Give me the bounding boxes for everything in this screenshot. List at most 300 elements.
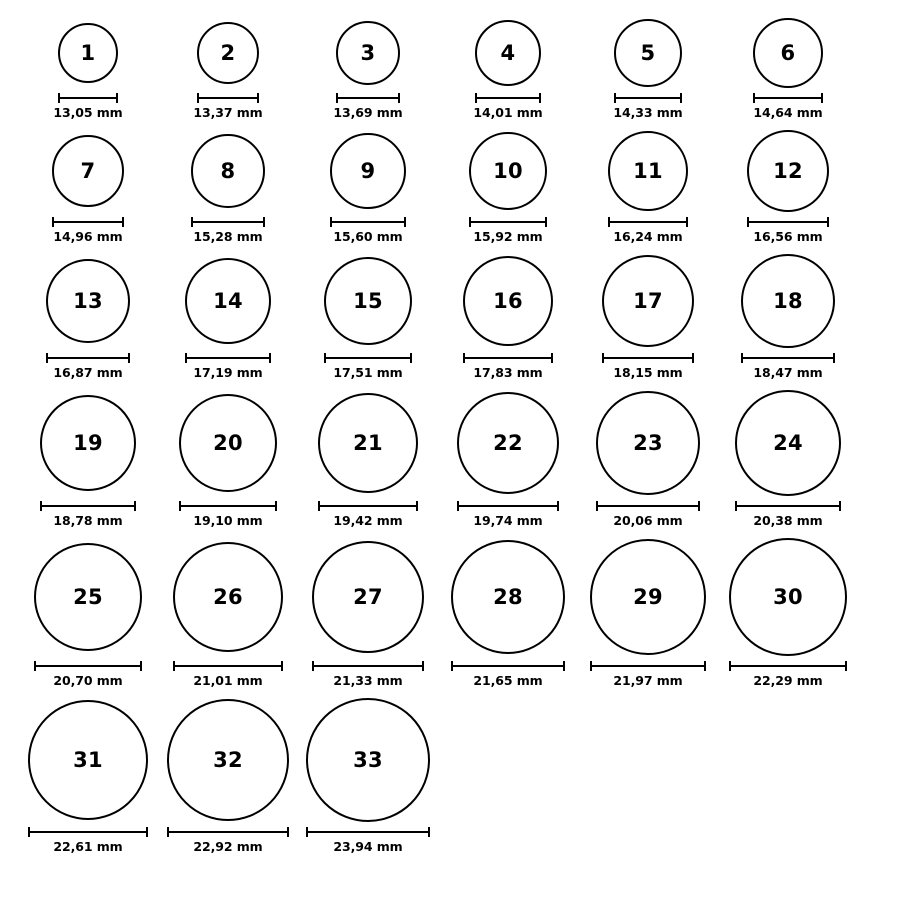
measure-tick-right bbox=[821, 93, 823, 103]
ring-size-number: 18 bbox=[773, 288, 803, 313]
measure-tick-left bbox=[306, 827, 308, 837]
ring-size-number: 29 bbox=[633, 584, 663, 609]
measure-bar bbox=[451, 665, 565, 667]
ring-circle bbox=[173, 542, 283, 652]
ring-size-number: 25 bbox=[73, 584, 103, 609]
ring-circle bbox=[40, 395, 136, 491]
measure-tick-left bbox=[747, 217, 749, 227]
measure-tick-left bbox=[185, 353, 187, 363]
diameter-label: 20,38 mm bbox=[753, 513, 823, 528]
ring-circle bbox=[608, 131, 688, 211]
measure-tick-left bbox=[173, 661, 175, 671]
measure-bar bbox=[741, 357, 835, 359]
diameter-measure-line bbox=[602, 353, 694, 362]
ring-circle-wrap bbox=[306, 698, 430, 822]
diameter-label: 16,24 mm bbox=[613, 229, 683, 244]
ring-circle bbox=[336, 21, 400, 85]
measure-tick-right bbox=[410, 353, 412, 363]
diameter-measure-line bbox=[596, 501, 700, 510]
measure-tick-left bbox=[596, 501, 598, 511]
measure-tick-left bbox=[318, 501, 320, 511]
ring-size-number: 5 bbox=[640, 40, 656, 65]
ring-circle-wrap bbox=[741, 254, 835, 348]
diameter-measure-line bbox=[747, 217, 829, 226]
measure-tick-left bbox=[167, 827, 169, 837]
ring-circle bbox=[463, 256, 553, 346]
diameter-measure-line bbox=[590, 661, 706, 670]
ring-size-cell bbox=[18, 390, 158, 528]
ring-size-cell bbox=[578, 18, 718, 120]
ring-circle bbox=[469, 132, 547, 210]
ring-size-number: 24 bbox=[773, 430, 803, 455]
measure-bar bbox=[191, 221, 265, 223]
ring-size-cell bbox=[438, 390, 578, 528]
measure-tick-right bbox=[692, 353, 694, 363]
diameter-label: 17,83 mm bbox=[473, 365, 543, 380]
measure-tick-left bbox=[741, 353, 743, 363]
ring-size-cell bbox=[578, 390, 718, 528]
measure-bar bbox=[457, 505, 559, 507]
measure-bar bbox=[596, 505, 700, 507]
ring-size-cell bbox=[158, 130, 298, 244]
measure-tick-left bbox=[753, 93, 755, 103]
measure-bar bbox=[590, 665, 706, 667]
ring-circle-wrap bbox=[602, 254, 694, 348]
ring-size-cell bbox=[298, 254, 438, 380]
measure-bar bbox=[602, 357, 694, 359]
diameter-label: 19,42 mm bbox=[333, 513, 403, 528]
ring-circle bbox=[318, 393, 418, 493]
ring-size-cell bbox=[298, 390, 438, 528]
diameter-measure-line bbox=[451, 661, 565, 670]
measure-tick-left bbox=[324, 353, 326, 363]
measure-bar bbox=[729, 665, 847, 667]
ring-circle bbox=[741, 254, 835, 348]
measure-tick-right bbox=[416, 501, 418, 511]
diameter-label: 14,33 mm bbox=[613, 105, 683, 120]
measure-bar bbox=[312, 665, 424, 667]
diameter-label: 13,69 mm bbox=[333, 105, 403, 120]
ring-size-number: 32 bbox=[213, 747, 243, 772]
measure-bar bbox=[735, 505, 841, 507]
diameter-label: 17,19 mm bbox=[193, 365, 263, 380]
ring-size-number: 1 bbox=[80, 40, 96, 65]
ring-circle-wrap bbox=[318, 390, 418, 496]
ring-size-number: 11 bbox=[633, 158, 663, 183]
measure-tick-right bbox=[128, 353, 130, 363]
measure-tick-left bbox=[475, 93, 477, 103]
ring-circle bbox=[451, 540, 565, 654]
diameter-measure-line bbox=[475, 93, 541, 102]
ring-circle-wrap bbox=[167, 698, 289, 822]
ring-size-cell bbox=[298, 698, 438, 854]
ring-size-cell bbox=[298, 18, 438, 120]
ring-circle-wrap bbox=[34, 538, 142, 656]
diameter-measure-line bbox=[191, 217, 265, 226]
diameter-measure-line bbox=[469, 217, 547, 226]
diameter-label: 23,94 mm bbox=[333, 839, 403, 854]
measure-bar bbox=[747, 221, 829, 223]
diameter-label: 21,01 mm bbox=[193, 673, 263, 688]
diameter-label: 22,92 mm bbox=[193, 839, 263, 854]
measure-tick-right bbox=[704, 661, 706, 671]
diameter-label: 18,78 mm bbox=[53, 513, 123, 528]
measure-tick-left bbox=[469, 217, 471, 227]
measure-tick-left bbox=[735, 501, 737, 511]
ring-circle-wrap bbox=[463, 254, 553, 348]
measure-tick-right bbox=[404, 217, 406, 227]
ring-circle bbox=[475, 20, 541, 86]
diameter-label: 14,64 mm bbox=[753, 105, 823, 120]
ring-size-number: 26 bbox=[213, 584, 243, 609]
ring-size-cell bbox=[158, 254, 298, 380]
diameter-measure-line bbox=[197, 93, 259, 102]
ring-size-row bbox=[0, 18, 900, 120]
ring-size-number: 2 bbox=[220, 40, 236, 65]
ring-circle-wrap bbox=[469, 130, 547, 212]
measure-tick-right bbox=[122, 217, 124, 227]
ring-circle bbox=[596, 391, 700, 495]
ring-size-number: 33 bbox=[353, 747, 383, 772]
ring-size-number: 9 bbox=[360, 158, 376, 183]
diameter-measure-line bbox=[741, 353, 835, 362]
measure-bar bbox=[167, 831, 289, 833]
ring-circle bbox=[185, 258, 271, 344]
diameter-measure-line bbox=[179, 501, 277, 510]
measure-tick-left bbox=[58, 93, 60, 103]
ring-size-cell bbox=[438, 254, 578, 380]
measure-bar bbox=[185, 357, 271, 359]
ring-size-number: 12 bbox=[773, 158, 803, 183]
diameter-label: 16,87 mm bbox=[53, 365, 123, 380]
ring-circle bbox=[191, 134, 265, 208]
measure-bar bbox=[40, 505, 136, 507]
ring-circle bbox=[457, 392, 559, 494]
measure-bar bbox=[469, 221, 547, 223]
measure-tick-left bbox=[191, 217, 193, 227]
ring-circle bbox=[28, 700, 148, 820]
measure-bar bbox=[28, 831, 148, 833]
measure-tick-right bbox=[680, 93, 682, 103]
measure-bar bbox=[475, 97, 541, 99]
diameter-label: 14,01 mm bbox=[473, 105, 543, 120]
ring-size-cell bbox=[438, 130, 578, 244]
diameter-label: 21,33 mm bbox=[333, 673, 403, 688]
measure-tick-left bbox=[602, 353, 604, 363]
ring-size-number: 27 bbox=[353, 584, 383, 609]
ring-circle bbox=[324, 257, 412, 345]
diameter-label: 15,92 mm bbox=[473, 229, 543, 244]
ring-size-number: 4 bbox=[500, 40, 516, 65]
ring-circle-wrap bbox=[729, 538, 847, 656]
diameter-measure-line bbox=[34, 661, 142, 670]
measure-tick-right bbox=[698, 501, 700, 511]
ring-size-cell bbox=[298, 130, 438, 244]
ring-size-number: 14 bbox=[213, 288, 243, 313]
ring-circle-wrap bbox=[330, 130, 406, 212]
measure-bar bbox=[52, 221, 124, 223]
measure-tick-right bbox=[287, 827, 289, 837]
ring-size-cell bbox=[718, 18, 858, 120]
ring-circle bbox=[614, 19, 682, 87]
measure-tick-right bbox=[557, 501, 559, 511]
measure-tick-right bbox=[839, 501, 841, 511]
ring-circle bbox=[330, 133, 406, 209]
ring-circle-wrap bbox=[179, 390, 277, 496]
ring-circle-wrap bbox=[40, 390, 136, 496]
ring-circle bbox=[167, 699, 289, 821]
ring-size-cell bbox=[438, 18, 578, 120]
diameter-measure-line bbox=[58, 93, 118, 102]
measure-tick-right bbox=[827, 217, 829, 227]
measure-tick-left bbox=[179, 501, 181, 511]
ring-size-cell bbox=[718, 130, 858, 244]
measure-tick-right bbox=[257, 93, 259, 103]
diameter-measure-line bbox=[185, 353, 271, 362]
ring-size-row bbox=[0, 698, 900, 854]
measure-bar bbox=[324, 357, 412, 359]
measure-tick-right bbox=[545, 217, 547, 227]
ring-circle-wrap bbox=[614, 18, 682, 88]
diameter-label: 19,74 mm bbox=[473, 513, 543, 528]
ring-size-number: 20 bbox=[213, 430, 243, 455]
ring-size-number: 8 bbox=[220, 158, 236, 183]
diameter-measure-line bbox=[753, 93, 823, 102]
diameter-label: 20,70 mm bbox=[53, 673, 123, 688]
diameter-label: 21,97 mm bbox=[613, 673, 683, 688]
ring-size-number: 19 bbox=[73, 430, 103, 455]
measure-tick-right bbox=[269, 353, 271, 363]
diameter-label: 15,60 mm bbox=[333, 229, 403, 244]
ring-circle-wrap bbox=[590, 538, 706, 656]
ring-circle-wrap bbox=[191, 130, 265, 212]
diameter-label: 18,15 mm bbox=[613, 365, 683, 380]
measure-tick-right bbox=[263, 217, 265, 227]
ring-circle-wrap bbox=[475, 18, 541, 88]
ring-circle-wrap bbox=[451, 538, 565, 656]
ring-circle-wrap bbox=[173, 538, 283, 656]
ring-size-number: 13 bbox=[73, 288, 103, 313]
ring-size-number: 15 bbox=[353, 288, 383, 313]
ring-size-number: 16 bbox=[493, 288, 523, 313]
ring-circle bbox=[312, 541, 424, 653]
diameter-label: 17,51 mm bbox=[333, 365, 403, 380]
ring-size-cell bbox=[298, 538, 438, 688]
diameter-measure-line bbox=[52, 217, 124, 226]
ring-circle-wrap bbox=[596, 390, 700, 496]
diameter-label: 16,56 mm bbox=[753, 229, 823, 244]
measure-bar bbox=[330, 221, 406, 223]
measure-tick-right bbox=[146, 827, 148, 837]
diameter-measure-line bbox=[463, 353, 553, 362]
diameter-measure-line bbox=[318, 501, 418, 510]
ring-size-cell bbox=[158, 698, 298, 854]
ring-circle-wrap bbox=[58, 18, 118, 88]
ring-size-number: 22 bbox=[493, 430, 523, 455]
measure-tick-right bbox=[551, 353, 553, 363]
measure-tick-right bbox=[686, 217, 688, 227]
ring-size-number: 17 bbox=[633, 288, 663, 313]
measure-tick-left bbox=[614, 93, 616, 103]
ring-size-cell bbox=[718, 390, 858, 528]
measure-tick-right bbox=[275, 501, 277, 511]
measure-bar bbox=[463, 357, 553, 359]
ring-size-cell bbox=[578, 130, 718, 244]
ring-size-number: 31 bbox=[73, 747, 103, 772]
measure-tick-left bbox=[463, 353, 465, 363]
ring-circle bbox=[747, 130, 829, 212]
measure-tick-right bbox=[398, 93, 400, 103]
ring-circle-wrap bbox=[46, 254, 130, 348]
diameter-label: 15,28 mm bbox=[193, 229, 263, 244]
ring-circle bbox=[58, 23, 118, 83]
measure-bar bbox=[34, 665, 142, 667]
ring-circle bbox=[52, 135, 124, 207]
ring-circle-wrap bbox=[52, 130, 124, 212]
measure-tick-left bbox=[336, 93, 338, 103]
ring-size-row bbox=[0, 130, 900, 244]
ring-circle bbox=[590, 539, 706, 655]
ring-size-cell bbox=[18, 698, 158, 854]
diameter-measure-line bbox=[457, 501, 559, 510]
diameter-measure-line bbox=[729, 661, 847, 670]
ring-size-cell bbox=[718, 254, 858, 380]
measure-tick-left bbox=[312, 661, 314, 671]
ring-size-cell bbox=[158, 538, 298, 688]
diameter-label: 22,29 mm bbox=[753, 673, 823, 688]
ring-size-number: 3 bbox=[360, 40, 376, 65]
ring-size-number: 10 bbox=[493, 158, 523, 183]
diameter-measure-line bbox=[173, 661, 283, 670]
diameter-label: 19,10 mm bbox=[193, 513, 263, 528]
ring-size-number: 7 bbox=[80, 158, 96, 183]
ring-size-row bbox=[0, 254, 900, 380]
diameter-measure-line bbox=[46, 353, 130, 362]
measure-bar bbox=[608, 221, 688, 223]
diameter-label: 14,96 mm bbox=[53, 229, 123, 244]
diameter-label: 21,65 mm bbox=[473, 673, 543, 688]
ring-size-row bbox=[0, 390, 900, 528]
measure-bar bbox=[614, 97, 682, 99]
ring-circle bbox=[46, 259, 130, 343]
measure-tick-right bbox=[845, 661, 847, 671]
diameter-measure-line bbox=[324, 353, 412, 362]
measure-tick-right bbox=[563, 661, 565, 671]
diameter-measure-line bbox=[28, 827, 148, 836]
ring-circle bbox=[753, 18, 823, 88]
diameter-label: 13,05 mm bbox=[53, 105, 123, 120]
ring-size-number: 23 bbox=[633, 430, 663, 455]
ring-circle bbox=[602, 255, 694, 347]
measure-tick-left bbox=[197, 93, 199, 103]
ring-size-cell bbox=[158, 18, 298, 120]
diameter-measure-line bbox=[336, 93, 400, 102]
measure-tick-right bbox=[116, 93, 118, 103]
ring-size-cell bbox=[158, 390, 298, 528]
ring-size-number: 21 bbox=[353, 430, 383, 455]
measure-tick-right bbox=[281, 661, 283, 671]
measure-tick-left bbox=[451, 661, 453, 671]
measure-tick-right bbox=[140, 661, 142, 671]
ring-circle-wrap bbox=[457, 390, 559, 496]
ring-size-cell bbox=[578, 538, 718, 688]
ring-size-cell bbox=[18, 130, 158, 244]
diameter-label: 13,37 mm bbox=[193, 105, 263, 120]
ring-circle-wrap bbox=[747, 130, 829, 212]
diameter-label: 18,47 mm bbox=[753, 365, 823, 380]
measure-tick-left bbox=[28, 827, 30, 837]
measure-bar bbox=[58, 97, 118, 99]
measure-tick-right bbox=[428, 827, 430, 837]
ring-size-row bbox=[0, 538, 900, 688]
ring-size-number: 28 bbox=[493, 584, 523, 609]
diameter-measure-line bbox=[614, 93, 682, 102]
ring-size-cell bbox=[18, 18, 158, 120]
diameter-measure-line bbox=[608, 217, 688, 226]
diameter-measure-line bbox=[40, 501, 136, 510]
ring-size-number: 30 bbox=[773, 584, 803, 609]
ring-circle bbox=[34, 543, 142, 651]
ring-circle-wrap bbox=[324, 254, 412, 348]
measure-bar bbox=[336, 97, 400, 99]
measure-bar bbox=[306, 831, 430, 833]
ring-circle-wrap bbox=[185, 254, 271, 348]
measure-tick-left bbox=[46, 353, 48, 363]
ring-size-cell bbox=[718, 538, 858, 688]
measure-bar bbox=[197, 97, 259, 99]
ring-size-cell bbox=[18, 254, 158, 380]
measure-tick-left bbox=[729, 661, 731, 671]
diameter-measure-line bbox=[312, 661, 424, 670]
measure-bar bbox=[318, 505, 418, 507]
ring-circle-wrap bbox=[28, 698, 148, 822]
ring-size-cell bbox=[578, 254, 718, 380]
ring-size-cell bbox=[18, 538, 158, 688]
ring-circle-wrap bbox=[735, 390, 841, 496]
ring-circle-wrap bbox=[608, 130, 688, 212]
measure-tick-left bbox=[590, 661, 592, 671]
measure-tick-left bbox=[330, 217, 332, 227]
measure-tick-left bbox=[40, 501, 42, 511]
measure-bar bbox=[46, 357, 130, 359]
diameter-label: 22,61 mm bbox=[53, 839, 123, 854]
diameter-measure-line bbox=[330, 217, 406, 226]
diameter-measure-line bbox=[167, 827, 289, 836]
ring-circle-wrap bbox=[312, 538, 424, 656]
measure-tick-left bbox=[52, 217, 54, 227]
ring-circle-wrap bbox=[336, 18, 400, 88]
ring-size-number: 6 bbox=[780, 40, 796, 65]
diameter-measure-line bbox=[306, 827, 430, 836]
measure-tick-left bbox=[34, 661, 36, 671]
measure-tick-right bbox=[539, 93, 541, 103]
ring-circle bbox=[179, 394, 277, 492]
diameter-measure-line bbox=[735, 501, 841, 510]
measure-bar bbox=[173, 665, 283, 667]
ring-circle-wrap bbox=[197, 18, 259, 88]
measure-bar bbox=[753, 97, 823, 99]
measure-tick-left bbox=[608, 217, 610, 227]
measure-tick-right bbox=[833, 353, 835, 363]
ring-circle-wrap bbox=[753, 18, 823, 88]
measure-tick-right bbox=[422, 661, 424, 671]
ring-circle bbox=[729, 538, 847, 656]
ring-circle bbox=[735, 390, 841, 496]
ring-size-cell bbox=[438, 538, 578, 688]
measure-tick-right bbox=[134, 501, 136, 511]
measure-bar bbox=[179, 505, 277, 507]
ring-circle bbox=[197, 22, 259, 84]
